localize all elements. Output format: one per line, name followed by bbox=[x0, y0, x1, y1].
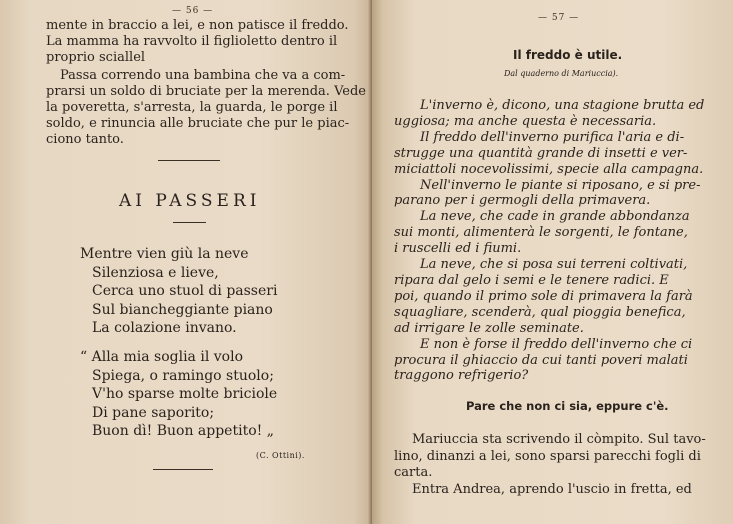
left-page-number: — 56 — bbox=[172, 6, 214, 16]
text-line: Passa correndo una bambina che va a com- bbox=[60, 68, 346, 83]
poem-stanza-1 bbox=[80, 245, 277, 338]
poem-stanza-2 bbox=[80, 348, 277, 441]
text-line: Entra Andrea, aprendo l'uscio in fretta, ed bbox=[412, 481, 692, 497]
right-page bbox=[372, 0, 733, 524]
text-line: parano per i germogli della primavera. bbox=[394, 193, 651, 209]
text-line: E non è forse il freddo dell'inverno che ci bbox=[420, 336, 693, 352]
text-line: La neve, che si posa sui terreni coltivati, bbox=[420, 257, 688, 273]
text-line: squagliare, scenderà, qual pioggia benefica, bbox=[394, 304, 686, 320]
text-line: La neve, che cade in grande abbondanza bbox=[420, 209, 690, 225]
essay-title: Il freddo è utile. bbox=[513, 48, 623, 62]
poem-author: (C. Ottini). bbox=[256, 451, 305, 460]
poem-line: Buon dì! Buon appetito! „ bbox=[92, 423, 274, 439]
section-title: Pare che non ci sia, eppure c'è. bbox=[466, 399, 669, 413]
title-underline bbox=[173, 222, 206, 223]
left-paragraph-1 bbox=[46, 18, 349, 66]
text-line: sui monti, alimenterà le sorgenti, le fontane, bbox=[394, 225, 688, 241]
essay-subtitle: Dal quaderno di Mariuccia). bbox=[504, 69, 619, 78]
text-line: ciono tanto. bbox=[46, 132, 124, 147]
poem-line: Di pane saporito; bbox=[92, 404, 215, 421]
bottom-rule bbox=[153, 469, 213, 470]
text-line: mente in braccio a lei, e non patisce il freddo. bbox=[46, 18, 349, 33]
text-line: uggiosa; ma anche questa è necessaria. bbox=[394, 113, 657, 129]
text-line: strugge una quantità grande di insetti e ver- bbox=[394, 145, 688, 161]
poem-line: Spiega, o ramingo stuolo; bbox=[92, 367, 274, 384]
poem-line: La colazione invano. bbox=[92, 320, 237, 336]
poem-line: “ Alla mia soglia il volo bbox=[80, 349, 243, 365]
text-line: ripara dal gelo i semi e le tenere radici. E bbox=[394, 272, 669, 288]
text-line: soldo, e rinuncia alle bruciate che pur le piac- bbox=[46, 116, 350, 131]
right-page-number: — 57 — bbox=[538, 13, 580, 23]
poem-line: Sul biancheggiante piano bbox=[92, 301, 273, 318]
text-line: procura il ghiaccio da cui tanti poveri malati bbox=[394, 352, 688, 368]
text-line: traggono refrigerio? bbox=[394, 368, 529, 384]
text-line: Il freddo dell'inverno purifica l'aria e di- bbox=[420, 129, 685, 145]
text-line: lino, dinanzi a lei, sono sparsi parecchi fogli di bbox=[394, 448, 701, 464]
text-line: i ruscelli ed i fiumi. bbox=[394, 241, 522, 257]
poem-title: AI PASSERI bbox=[119, 191, 261, 211]
text-line: miciattoli nocevolissimi, specie alla campagna. bbox=[394, 161, 704, 177]
text-line: ad irrigare le zolle seminate. bbox=[394, 320, 584, 336]
poem-line: Mentre vien giù la neve bbox=[80, 246, 249, 262]
text-line: Mariuccia sta scrivendo il còmpito. Sul tavo- bbox=[412, 432, 706, 447]
text-line: L'inverno è, dicono, una stagione brutta ed bbox=[420, 98, 705, 113]
text-line: La mamma ha ravvolto il figlioletto dentro il bbox=[46, 34, 338, 49]
poem-line: V'ho sparse molte briciole bbox=[92, 386, 278, 402]
text-line: poi, quando il primo sole di primavera la farà bbox=[394, 288, 693, 304]
divider-rule bbox=[158, 160, 220, 161]
left-paragraph-2 bbox=[46, 68, 366, 148]
text-line: prarsi un soldo di bruciate per la merenda. Vede bbox=[46, 84, 366, 99]
text-line: carta. bbox=[394, 465, 433, 480]
text-line: proprio sciallel bbox=[46, 50, 146, 65]
story-body bbox=[394, 432, 724, 498]
text-line: Nell'inverno le piante si riposano, e si pre- bbox=[420, 177, 701, 193]
poem-line: Silenziosa e lieve, bbox=[92, 264, 219, 281]
poem-line: Cerca uno stuol di passeri bbox=[92, 283, 278, 299]
essay-body bbox=[394, 98, 724, 384]
text-line: la poveretta, s'arresta, la guarda, le porge il bbox=[46, 100, 338, 115]
